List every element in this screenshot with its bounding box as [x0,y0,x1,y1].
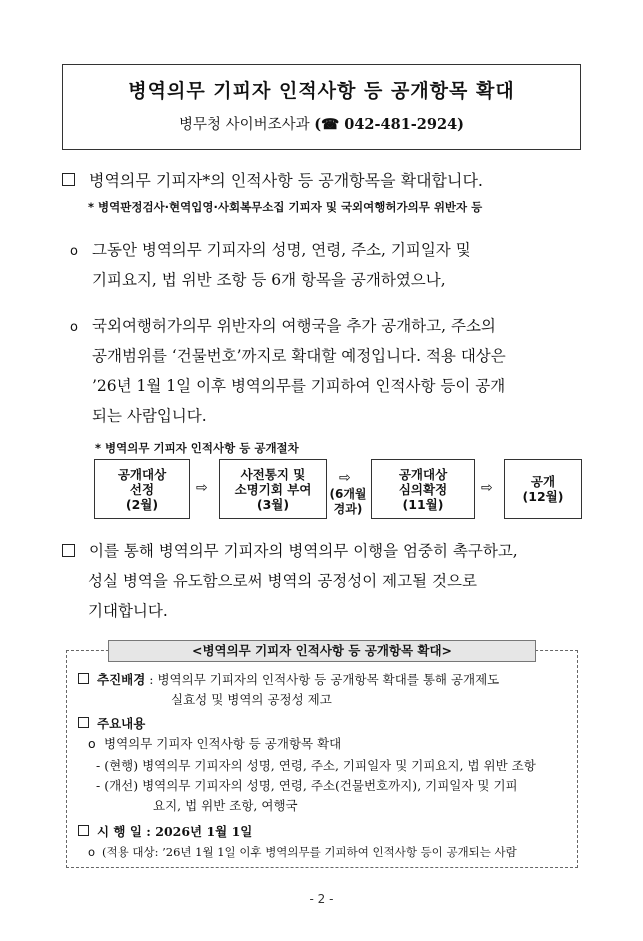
arrow-right-icon: ⇨ [481,480,493,496]
step-line: 선정 [129,481,155,497]
summary-content-label-row [78,714,145,732]
checkbox-square-icon [62,173,75,186]
step-line: 사전통지 및 [240,466,306,482]
content-current [96,756,536,774]
bullet-2-line-3: ’26년 1월 1일 이후 병역의무를 기피하여 인적사항 등이 공개 [92,377,506,395]
content-label: 주요내용 [97,716,146,731]
bullet-1-line-2: 기피요지, 법 위반 조항 등 6개 항목을 공개하였으나, [92,271,446,289]
checkbox-square-icon [62,544,75,557]
main-statement-2-line-3: 기대합니다. [88,602,168,620]
content-item [88,734,341,752]
step-line: 공개대상 [117,466,167,482]
improved-text-1: 병역의무 기피자의 성명, 연령, 주소(건물번호까지), 기피일자 및 기피 [142,778,518,793]
bullet-2-line-1: 국외여행허가의무 위반자의 여행국을 추가 공개하고, 주소의 [92,317,496,335]
summary-background [78,670,499,688]
background-label: 추진배경 [97,672,146,687]
checkbox-square-icon [78,717,89,728]
arrow-right-icon: ⇨ [196,480,208,496]
step-line: (12월) [522,489,564,504]
current-label: - (현행) [96,758,139,773]
summary-title: <병역의무 기피자 인적사항 등 공개항목 확대> [108,640,536,662]
background-text-2: 실효성 및 병역의 공정성 제고 [171,692,332,707]
bullet-2-line-4: 되는 사람입니다. [92,407,207,425]
phone-number: 042-481-2924 [344,116,458,133]
background-sep: : [145,672,158,687]
main-statement-2-line-2: 성실 병역을 유도함으로써 병역의 공정성이 제고될 것으로 [88,572,477,590]
main-statement-2 [62,536,518,566]
page-title: 병역의무 기피자 인적사항 등 공개항목 확대 [128,80,515,102]
main-statement-2-line-1: 이를 통해 병역의무 기피자의 병역의무 이행을 엄중히 촉구하고, [89,542,518,560]
title-box [62,64,581,150]
process-gap-label [327,487,369,517]
main-statement-1 [62,168,483,191]
phone-open: ( [314,116,322,133]
step-line: (11월) [402,496,444,512]
process-step-publish [504,459,582,519]
bullet-2-line-2: 공개범위를 ‘건물번호’까지로 확대할 예정입니다. 적용 대상은 [92,347,506,365]
content-improved [96,776,518,794]
background-text-1: 병역의무 기피자의 인적사항 등 공개항목 확대를 통해 공개제도 [157,672,500,687]
page-number: - 2 - [309,892,334,906]
improved-text-2: 요지, 법 위반 조항, 여행국 [153,798,298,813]
gap-line: 경과) [333,502,363,516]
step-line: 심의확정 [398,481,448,497]
bullet-marker: o [70,320,78,335]
improved-label: - (개선) [96,778,139,793]
date-label: 시 행 일 [97,824,142,839]
bullet-marker: o [88,845,96,859]
step-line: 소명기회 부여 [234,481,312,497]
target-text: (적용 대상: ’26년 1월 1일 이후 병역의무를 기피하여 인적사항 등이 공개되는 사람 [102,845,517,859]
main-statement-1-text: 병역의무 기피자*의 인적사항 등 공개항목을 확대합니다. [89,171,484,190]
checkbox-square-icon [78,673,89,684]
current-text: 병역의무 기피자의 성명, 연령, 주소, 기피일자 및 기피요지, 법 위반 조항 [142,758,536,773]
phone-close: ) [457,116,465,133]
content-item-text: 병역의무 기피자 인적사항 등 공개항목 확대 [104,736,342,751]
summary-date-row [78,822,252,840]
phone-icon: ☎ [321,116,340,133]
process-step-review [371,459,475,519]
checkbox-square-icon [78,825,89,836]
bullet-1 [70,235,471,267]
process-title: * 병역의무 기피자 인적사항 등 공개절차 [95,441,299,455]
bullet-marker: o [70,244,78,259]
target-row [88,844,517,860]
bullet-2 [70,311,496,343]
process-step-select [94,459,190,519]
footnote-targets: * 병역판정검사·현역입영·사회복무소집 기피자 및 국외여행허가의무 위반자 등 [88,200,483,214]
step-line: 공개대상 [398,466,448,482]
process-step-notice [219,459,327,519]
department: 병무청 사이버조사과 [178,117,310,133]
arrow-right-icon: ⇨ [339,470,351,486]
gap-line: (6개월 [329,487,367,501]
step-line: 공개 [530,474,556,489]
date-sep: : [141,824,156,839]
date-value: 2026년 1월 1일 [155,824,253,839]
bullet-marker: o [88,736,96,751]
bullet-1-line-1: 그동안 병역의무 기피자의 성명, 연령, 주소, 기피일자 및 [92,241,471,259]
contact-line [63,113,580,134]
step-line: (3월) [256,496,290,512]
step-line: (2월) [125,496,159,512]
